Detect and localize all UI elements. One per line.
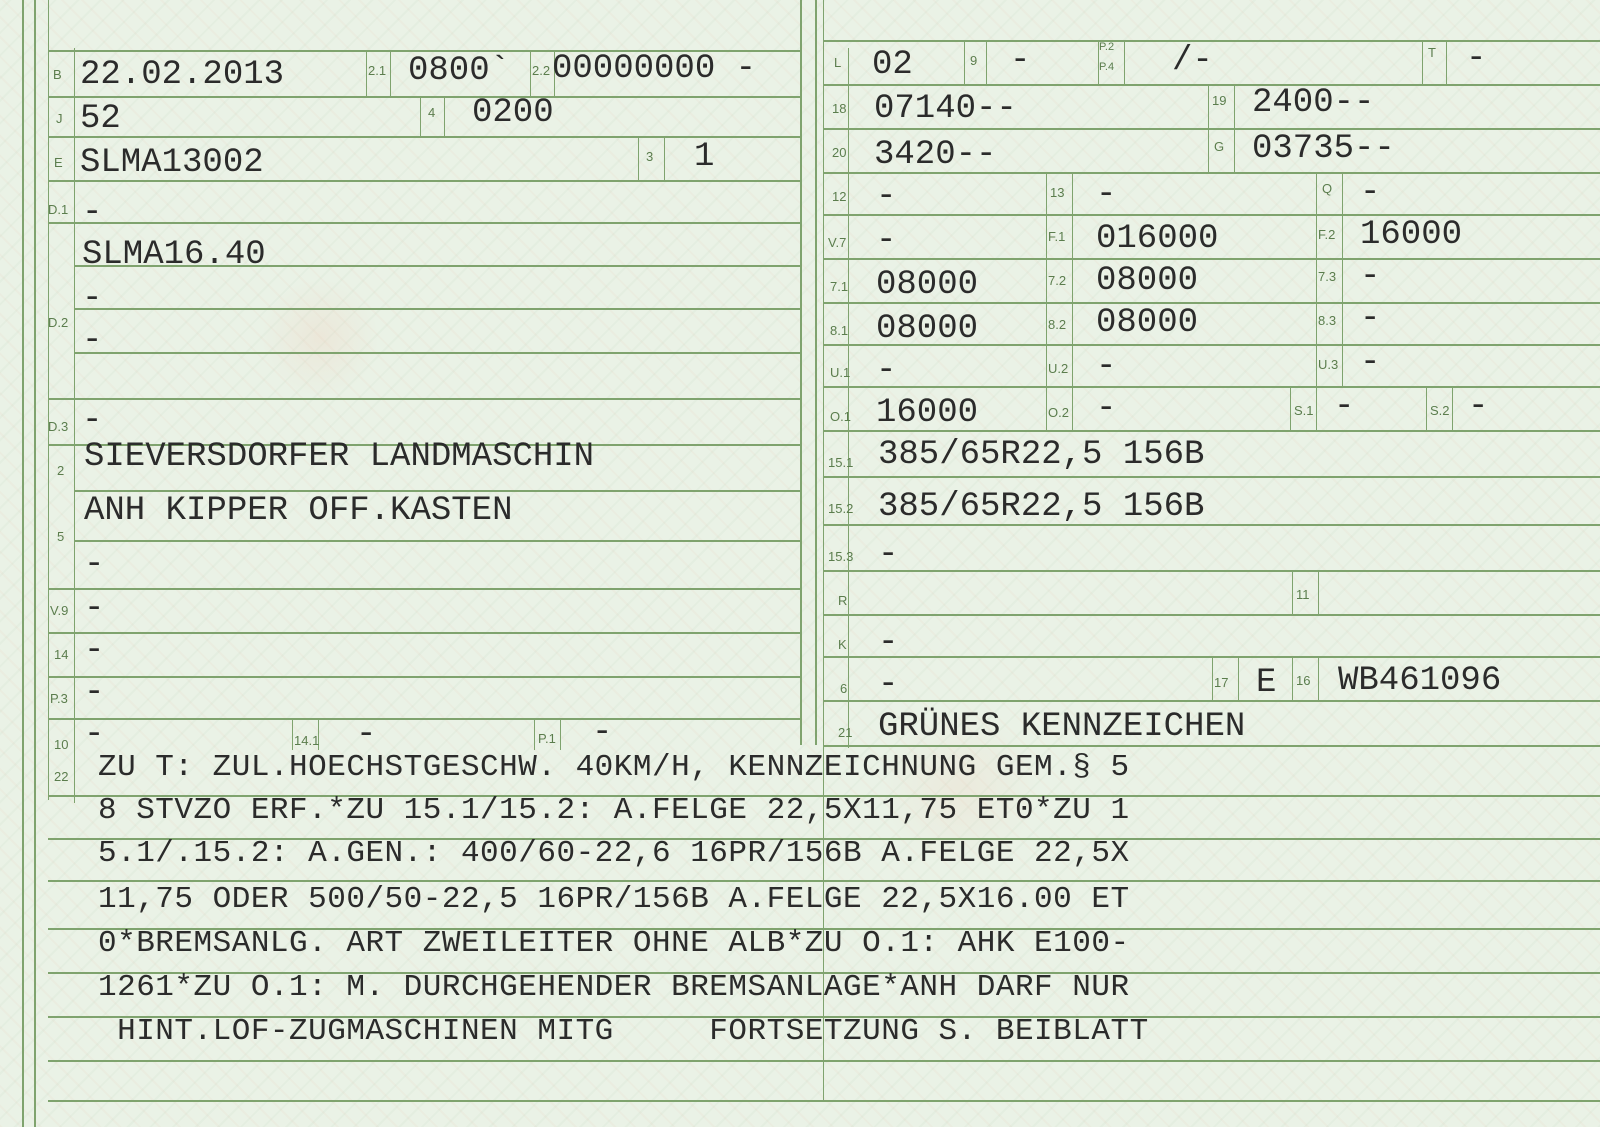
field-label: 3 bbox=[646, 149, 654, 164]
field-label: 12 bbox=[832, 189, 847, 204]
field-label: O.2 bbox=[1048, 405, 1069, 420]
field-label: 16 bbox=[1296, 673, 1311, 688]
field-label: P.3 bbox=[50, 691, 68, 706]
field-value: WB461096 bbox=[1338, 662, 1502, 700]
field-label: P.2 bbox=[1099, 41, 1115, 53]
field-label: F.1 bbox=[1048, 229, 1066, 244]
field-value-line: - bbox=[84, 546, 105, 584]
field-label: 2 bbox=[57, 463, 65, 478]
field-label: G bbox=[1214, 139, 1225, 154]
field-value: - bbox=[84, 632, 105, 670]
field-label: R bbox=[838, 593, 848, 608]
field-value: - bbox=[1360, 258, 1381, 296]
field-value: 385/65R22,5 156B bbox=[878, 436, 1205, 474]
remark-line: 5.1/.15.2: A.GEN.: 400/60-22,6 16PR/156B A.FELGE 22,5X bbox=[98, 836, 1130, 871]
field-value: 22.02.2013 bbox=[80, 56, 285, 94]
field-label: 6 bbox=[840, 681, 848, 696]
remark-line: 0*BREMSANLG. ART ZWEILEITER OHNE ALB*ZU O.1: AHK E100- bbox=[98, 926, 1130, 961]
field-value: - bbox=[876, 178, 897, 216]
field-value: - bbox=[1468, 388, 1489, 426]
field-label: 4 bbox=[428, 105, 436, 120]
field-value: E bbox=[1256, 664, 1277, 702]
field-value: - bbox=[82, 194, 103, 232]
field-label: 17 bbox=[1214, 675, 1229, 690]
field-label: 14 bbox=[54, 647, 69, 662]
field-label: 8.2 bbox=[1048, 317, 1067, 332]
field-label: F.2 bbox=[1318, 227, 1336, 242]
field-value-line: SLMA16.40 bbox=[82, 236, 266, 274]
field-value: - bbox=[878, 536, 899, 574]
remark-line: 1261*ZU O.1: M. DURCHGEHENDER BREMSANLAGE*ANH DARF NUR bbox=[98, 970, 1130, 1005]
field-value-line: - bbox=[82, 322, 103, 360]
field-value: - bbox=[1360, 344, 1381, 382]
field-value: /- bbox=[1172, 42, 1213, 80]
field-value: 00000000 - bbox=[552, 50, 757, 88]
field-label: 8.3 bbox=[1318, 313, 1337, 328]
field-value-line: - bbox=[82, 280, 103, 318]
field-label: 13 bbox=[1050, 185, 1065, 200]
field-label: 19 bbox=[1212, 93, 1227, 108]
field-label: 15.1 bbox=[828, 455, 854, 470]
field-value: SLMA13002 bbox=[80, 144, 264, 182]
remark-line: HINT.LOF-ZUGMASCHINEN MITG FORTSETZUNG S. BEIBLATT bbox=[98, 1014, 1149, 1049]
remark-line: 8 STVZO ERF.*ZU 15.1/15.2: A.FELGE 22,5X11,75 ET0*ZU 1 bbox=[98, 793, 1130, 828]
field-label: J bbox=[56, 111, 63, 126]
field-label: 21 bbox=[838, 725, 853, 740]
field-value: 3420-- bbox=[874, 136, 997, 174]
field-value: - bbox=[82, 402, 103, 440]
field-label: D.2 bbox=[48, 315, 69, 330]
field-label: P.1 bbox=[538, 731, 556, 746]
field-value: 07140-- bbox=[874, 90, 1017, 128]
field-label: K bbox=[838, 637, 847, 652]
field-value-line: ANH KIPPER OFF.KASTEN bbox=[84, 492, 513, 530]
field-value: - bbox=[84, 590, 105, 628]
field-value: - bbox=[1096, 176, 1117, 214]
field-label: 7.1 bbox=[830, 279, 849, 294]
field-value: - bbox=[1360, 300, 1381, 338]
field-value: 16000 bbox=[1360, 216, 1463, 254]
field-label: 2.1 bbox=[368, 63, 387, 78]
field-value: 0800` bbox=[408, 52, 511, 90]
field-value: - bbox=[356, 716, 377, 754]
field-label: U.2 bbox=[1048, 361, 1069, 376]
field-value: 08000 bbox=[876, 266, 979, 304]
field-label: V.9 bbox=[50, 603, 69, 618]
field-value: - bbox=[1096, 390, 1117, 428]
field-label: 15.2 bbox=[828, 501, 854, 516]
field-value: - bbox=[878, 666, 899, 704]
field-value: - bbox=[84, 674, 105, 712]
field-value: - bbox=[876, 222, 897, 260]
field-label: S.2 bbox=[1430, 403, 1450, 418]
field-value: 2400-- bbox=[1252, 84, 1375, 122]
field-value: - bbox=[1096, 348, 1117, 386]
field-value: - bbox=[1334, 388, 1355, 426]
field-label: S.1 bbox=[1294, 403, 1314, 418]
field-value: SIEVERSDORFER LANDMASCHIN bbox=[84, 438, 595, 476]
field-label: 9 bbox=[970, 53, 978, 68]
field-value: 08000 bbox=[876, 310, 979, 348]
field-label: 22 bbox=[54, 769, 69, 784]
field-value: 0200 bbox=[472, 94, 554, 132]
field-label: 10 bbox=[54, 737, 69, 752]
field-label: 8.1 bbox=[830, 323, 849, 338]
field-value: - bbox=[878, 624, 899, 662]
field-label: 15.3 bbox=[828, 549, 854, 564]
field-value: 385/65R22,5 156B bbox=[878, 488, 1205, 526]
field-value: 016000 bbox=[1096, 220, 1219, 258]
field-label: D.3 bbox=[48, 419, 69, 434]
field-label: 2.2 bbox=[532, 63, 551, 78]
field-value: 1 bbox=[694, 138, 715, 176]
field-label: 20 bbox=[832, 145, 847, 160]
field-label: U.1 bbox=[830, 365, 851, 380]
field-value: 03735-- bbox=[1252, 130, 1395, 168]
field-label: 7.2 bbox=[1048, 273, 1067, 288]
field-value: 16000 bbox=[876, 394, 979, 432]
remark-line: 11,75 ODER 500/50-22,5 16PR/156B A.FELGE 22,5X16.00 ET bbox=[98, 882, 1130, 917]
field-label: 7.3 bbox=[1318, 269, 1337, 284]
field-label: E bbox=[54, 155, 63, 170]
field-label: 14.1 bbox=[294, 733, 320, 748]
field-value: - bbox=[592, 714, 613, 752]
field-label: 18 bbox=[832, 101, 847, 116]
field-value: - bbox=[1010, 42, 1031, 80]
field-value: 08000 bbox=[1096, 304, 1199, 342]
field-value: - bbox=[84, 716, 105, 754]
field-label: T bbox=[1428, 45, 1436, 60]
field-value: - bbox=[1466, 40, 1487, 78]
field-label: 5 bbox=[57, 529, 65, 544]
field-value: - bbox=[1360, 174, 1381, 212]
remark-line: ZU T: ZUL.HOECHSTGESCHW. 40KM/H, KENNZEICHNUNG GEM.§ 5 bbox=[98, 750, 1130, 785]
field-value: 08000 bbox=[1096, 262, 1199, 300]
field-value: 02 bbox=[872, 46, 913, 84]
field-label: P.4 bbox=[1099, 61, 1115, 73]
field-label: D.1 bbox=[48, 202, 69, 217]
field-label: L bbox=[834, 55, 842, 70]
field-label: B bbox=[53, 67, 62, 82]
field-value: - bbox=[876, 352, 897, 390]
field-label: V.7 bbox=[828, 235, 847, 250]
field-value: 52 bbox=[80, 100, 121, 138]
field-label: O.1 bbox=[830, 409, 851, 424]
field-label: U.3 bbox=[1318, 357, 1339, 372]
field-value: GRÜNES KENNZEICHEN bbox=[878, 708, 1246, 746]
field-label: Q bbox=[1322, 181, 1333, 196]
field-label: 11 bbox=[1296, 587, 1310, 602]
